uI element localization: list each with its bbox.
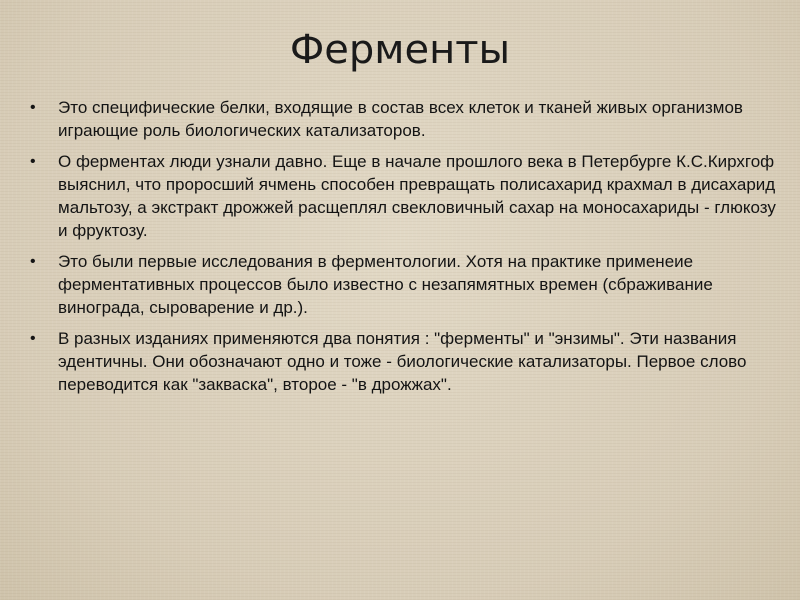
bullet-item (30, 96, 780, 142)
bullet-item (30, 150, 780, 242)
bullet-list (30, 96, 780, 404)
bullet-text: Это были первые исследования в ферментологии. Хотя на практике применеие ферментативных процессов было известно с незапямятных времен (сбраживание винограда, сыроварение и др.). (58, 252, 713, 317)
bullet-marker: • (30, 330, 36, 347)
bullet-marker: • (30, 253, 36, 270)
bullet-item (30, 327, 780, 396)
slide-title: Ферменты (289, 27, 511, 73)
bullet-item (30, 250, 780, 319)
bullet-text: О ферментах люди узнали давно. Еще в начале прошлого века в Петербурге К.С.Кирхгоф выяснил, что проросший ячмень способен превращать полисахарид крахмал в дисахарид мальтозу, а экстракт дрожжей расщеплял свекловичный сахар на моносахариды - глюкозу и фруктозу. (58, 152, 776, 240)
bullet-marker: • (30, 99, 36, 116)
bullet-marker: • (30, 153, 36, 170)
bullet-text: В разных изданиях применяются два понятия : "ферменты" и "энзимы". Эти названия эдентичны. Они обозначают одно и тоже - биологические катализаторы. Первое слово переводится как "закваска", второе - "в дрожжах". (58, 329, 747, 394)
bullet-text: Это специфические белки, входящие в состав всех клеток и тканей живых организмов играющие роль биологических катализаторов. (58, 98, 743, 140)
